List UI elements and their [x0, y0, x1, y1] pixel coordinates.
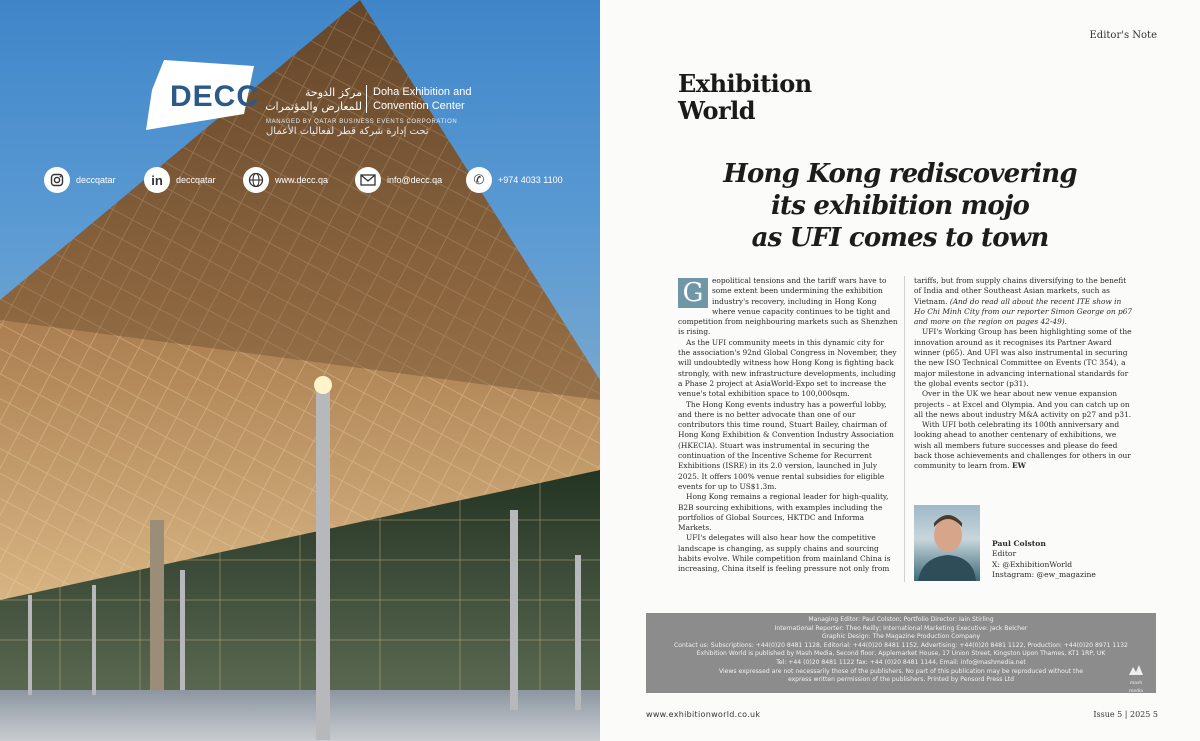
- decc-name-arabic: مركز الدوحة للمعارض والمؤتمرات: [265, 86, 362, 113]
- decc-name-line2: Convention Center: [373, 100, 465, 112]
- credits-line: International Reporter: Theo Reilly; International Marketing Executive: Jack Belcher: [774, 624, 1028, 632]
- magazine-masthead: [678, 70, 812, 124]
- paragraph: tariffs, but from supply chains diversifying to the benefit of India and other Southeast Asian markets, such as Vietnam. (And do read all about the recent ITE show in Ho Chi Minh City from our reporter Simon George on p67 and more on the region on pages 42-49).: [914, 276, 1133, 327]
- credits-line: Views expressed are not necessarily those of the publishers. No part of this publication may be reproduced without the: [718, 667, 1084, 675]
- contact-phone-label: +974 4033 1100: [498, 175, 563, 185]
- masthead-line1: Exhibition: [678, 69, 812, 98]
- editor-photo: [914, 505, 980, 581]
- paragraph: With UFI both celebrating its 100th anniversary and looking ahead to another centenary of exhibitions, we wish all members future successes and please do feed back those achievements and challenges for others in our community to learn from. EW: [914, 420, 1131, 471]
- drop-cap: G: [678, 278, 708, 308]
- decc-name-line1: Doha Exhibition and: [373, 86, 472, 98]
- managed-by-arabic: تحت إدارة شركة قطر لفعاليات الأعمال: [266, 126, 429, 137]
- headline-line1: Hong Kong rediscovering: [723, 159, 1077, 189]
- editor-role: Editor: [992, 549, 1017, 559]
- credits-line: Graphic Design: The Magazine Production Company: [821, 633, 981, 641]
- headline-line3: as UFI comes to town: [751, 223, 1049, 253]
- instagram-icon: [44, 167, 70, 193]
- mash-media-logo: mash media: [1126, 665, 1146, 697]
- contact-email[interactable]: [355, 167, 442, 193]
- editor-instagram-handle: Instagram: @ew_magazine: [992, 569, 1096, 579]
- paragraph: As the UFI community meets in this dynamic city for the association's 92nd Global Congress in November, they will undoubtedly witness how Hong Kong is fighting back strongly, with new infrastructure developments, including a Phase 2 project at AsiaWorld-Expo set to increase the venue's total exhibition space to 100,000sqm.: [678, 337, 897, 399]
- contact-website-label: www.decc.qa: [275, 175, 329, 185]
- column-divider: [904, 276, 905, 582]
- signoff: EW: [1011, 461, 1026, 471]
- paragraph: UFI's delegates will also hear how the competitive landscape is changing, as supply chains and sourcing habits evolve. While competition from mainland China is increasing, China itself is feeling pressure not only from: [678, 533, 891, 574]
- contact-linkedin-label: deccqatar: [176, 175, 216, 185]
- editor-name: Paul Colston: [992, 539, 1046, 548]
- credits-line: Tel: +44 (0)20 8481 1122 fax: +44 (0)20 8481 1144, Email: info@mashmedia.net: [776, 658, 1026, 666]
- editor-x-handle: X: @ExhibitionWorld: [992, 559, 1073, 569]
- contact-phone[interactable]: [466, 167, 563, 193]
- article-column-2: [914, 276, 1134, 472]
- editor-byline: [992, 539, 1096, 580]
- contact-linkedin[interactable]: [144, 167, 216, 193]
- article-headline: [680, 158, 1120, 254]
- credits-line: Exhibition World is published by Mash Media, Second floor, Applemarket House, 17 Union Street, Kingston Upon Thames, KT1 1RP, UK: [696, 650, 1106, 658]
- contact-instagram-label: deccqatar: [76, 175, 116, 185]
- linkedin-icon: in: [144, 167, 170, 193]
- paragraph: UFI's Working Group has been highlighting some of the innovation around as it recognises its Partner Award winner (p65). And UFI was also instrumental in securing the new ISO Technical Committee on Events (TC 354), a major milestone in advancing international standards for the global events sector (p31).: [914, 327, 1132, 388]
- credits-line: Managing Editor: Paul Colston; Portfolio Director: Iain Stirling: [808, 616, 994, 623]
- footer-website[interactable]: www.exhibitionworld.co.uk: [646, 710, 761, 719]
- contact-email-label: info@decc.qa: [387, 175, 443, 185]
- phone-icon: ✆: [466, 167, 492, 193]
- credits-line: express written permission of the publishers. Printed by Pensord Press Ltd: [787, 676, 1015, 684]
- masthead-line2: World: [678, 96, 756, 125]
- editors-note-page: [600, 0, 1200, 741]
- globe-icon: [243, 167, 269, 193]
- paragraph: Hong Kong remains a regional leader for high-quality, B2B sourcing exhibitions, with examples including the portfolios of Global Sources, HKTDC and Informa Markets.: [678, 492, 889, 533]
- section-label: Editor's Note: [1089, 30, 1157, 41]
- publication-credits: [646, 613, 1156, 693]
- paragraph: G eopolitical tensions and the tariff wars have to some extent been undermining the exhibition industry's recovery, including in Hong Kong where venue capacity continues to be tight and competition from neighbouring markets such as Shenzhen is rising.: [678, 276, 898, 337]
- paragraph: Over in the UK we hear about new venue expansion projects – at Excel and Olympia. And you can catch up on all the news about industry M&A activity on p27 and p31.: [914, 389, 1132, 419]
- credits-line: Contact us: Subscriptions: +44(0)20 8481 1128, Editorial: +44(0)20 8481 1152, Advertising: +44(0)20 8481 1122, Production: +44(0)20 8971 1132: [674, 641, 1128, 649]
- headline-line2: its exhibition mojo: [770, 191, 1030, 221]
- managed-by-text: MANAGED BY QATAR BUSINESS EVENTS CORPORATION: [266, 119, 458, 125]
- contact-instagram[interactable]: [44, 167, 116, 193]
- mail-icon: [355, 167, 381, 193]
- paragraph: The Hong Kong events industry has a powerful lobby, and there is no better advocate than one of our contributors this time round, Stuart Bailey, chairman of Hong Kong Exhibition & Convention Industry Association (HKECIA). Stuart was instrumental in securing the continuation of the Incentive Scheme for Recurrent Exhibitions (ISRE) in its 2.0 version, launched in July 2025. It offers 100% venue rental subsidies for eligible events for up to US$1.3m.: [678, 399, 894, 491]
- article-column-1: [678, 276, 898, 575]
- contact-website[interactable]: [243, 167, 328, 193]
- decc-name-english: [366, 85, 471, 113]
- footer-issue-page: Issue 5 | 2025 5: [1093, 710, 1158, 719]
- decc-logo-text: DECC: [170, 80, 260, 113]
